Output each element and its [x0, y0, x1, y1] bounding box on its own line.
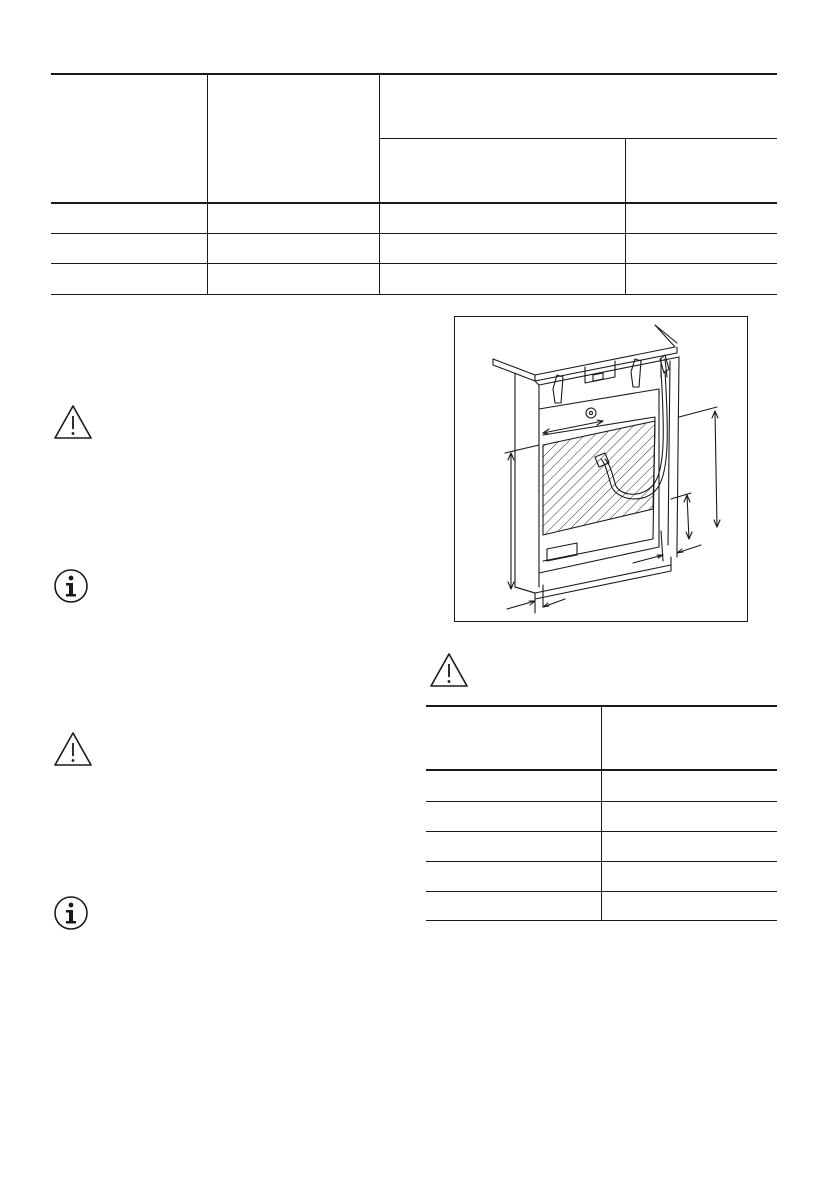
top-table-bottom-rule: [51, 294, 777, 295]
warning-triangle-icon: [429, 652, 469, 688]
top-table-row-rule: [51, 233, 777, 234]
top-table-col-divider: [625, 139, 626, 294]
top-table-col-divider: [379, 75, 380, 294]
diagram-drawing: [455, 317, 747, 621]
info-circle-icon: [53, 895, 89, 931]
top-table-subheader-rule: [380, 138, 777, 139]
top-table-col-divider: [207, 75, 208, 294]
warning-triangle-icon: [53, 404, 93, 440]
warning-triangle-icon: [53, 731, 93, 767]
top-table-row-rule: [51, 263, 777, 264]
info-circle-icon: [53, 568, 89, 604]
top-table-header-rule: [51, 202, 777, 204]
bottom-table-col-divider: [601, 707, 602, 920]
bottom-table-bottom-rule: [426, 920, 777, 921]
top-table-rule: [51, 73, 777, 75]
installation-diagram: [454, 316, 748, 622]
